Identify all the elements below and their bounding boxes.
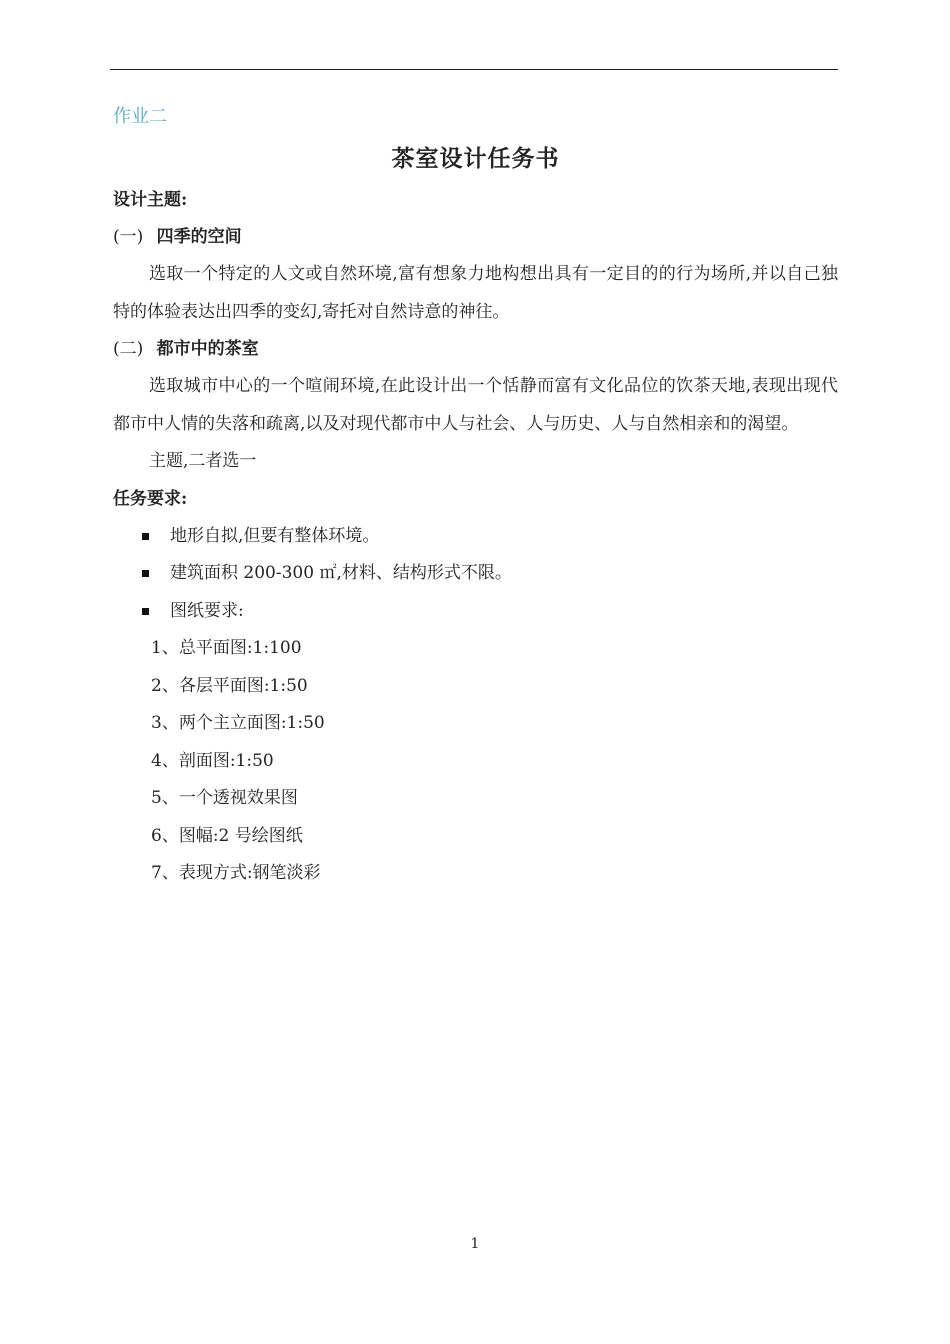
list-item: 4、剖面图:1:50 bbox=[151, 750, 274, 771]
list-item: 2、各层平面图:1:50 bbox=[151, 675, 308, 696]
list-item: 建筑面积 200-300 ㎡,材料、结构形式不限。 bbox=[113, 555, 838, 593]
list-item: 图纸要求: bbox=[113, 593, 838, 631]
requirements-bullet-list bbox=[113, 518, 838, 631]
list-item: 7、表现方式:钢笔淡彩 bbox=[151, 863, 321, 883]
choose-note: 主题,二者选一 bbox=[149, 451, 257, 471]
design-theme-heading: 设计主题: bbox=[113, 190, 188, 210]
document-body bbox=[113, 104, 838, 893]
bullet-square-icon bbox=[142, 608, 149, 615]
section-1-text: 选取一个特定的人文或自然环境,富有想象力地构想出具有一定目的的行为场所,并以自己独特的体验表达出四季的变幻,寄托对自然诗意的神往。 bbox=[113, 264, 838, 322]
header-rule bbox=[110, 69, 838, 70]
section-2-text: 选取城市中心的一个喧闹环境,在此设计出一个恬静而富有文化品位的饮茶天地,表现出现代都市中人情的失落和疏离,以及对现代都市中人与社会、人与历史、人与自然相亲和的渴望。 bbox=[113, 376, 838, 434]
bullet-square-icon bbox=[142, 570, 149, 577]
assignment-label: 作业二 bbox=[113, 106, 167, 127]
section-1-name: 四季的空间 bbox=[156, 227, 242, 247]
section-2-number: (二) bbox=[113, 339, 144, 359]
section-1-title bbox=[113, 219, 838, 256]
list-item: 3、两个主立面图:1:50 bbox=[151, 713, 325, 733]
section-2-name: 都市中的茶室 bbox=[156, 339, 259, 359]
bullet-square-icon bbox=[142, 533, 149, 540]
requirements-heading: 任务要求: bbox=[113, 488, 188, 509]
document-title: 茶室设计任务书 bbox=[391, 145, 560, 172]
drawing-requirements-list bbox=[113, 630, 838, 893]
section-2-title bbox=[113, 331, 838, 368]
page-number: 1 bbox=[470, 1236, 480, 1252]
list-item: 5、一个透视效果图 bbox=[151, 788, 298, 808]
list-item: 6、图幅:2 号绘图纸 bbox=[151, 825, 303, 846]
list-item: 地形自拟,但要有整体环境。 bbox=[113, 518, 838, 556]
list-item: 1、总平面图:1:100 bbox=[151, 638, 302, 658]
section-1-number: (一) bbox=[113, 227, 144, 247]
